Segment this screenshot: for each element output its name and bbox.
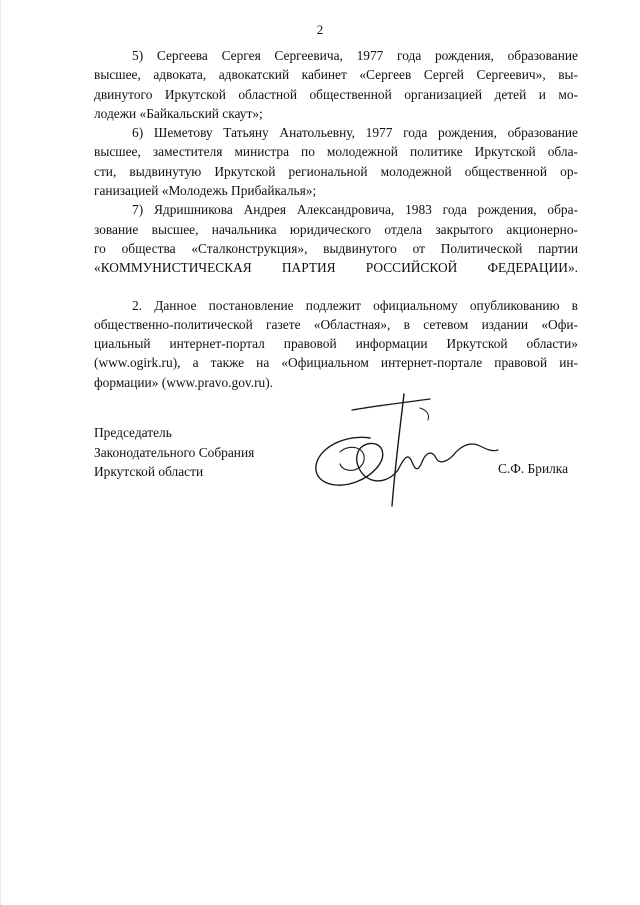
text-line: сти, выдвинутую Иркутской региональной молодежной общественной ор-	[94, 163, 578, 179]
text-line: двинутого Иркутской областной общественной организацией детей и мо-	[94, 86, 578, 102]
text-line: высшее, адвоката, адвокатский кабинет «Сергеев Сергей Сергеевич», вы-	[94, 67, 578, 83]
text-line: го общества «Сталконструкция», выдвинутого от Политической партии	[94, 240, 578, 256]
paragraph-item-7	[94, 200, 578, 277]
text-line: лодежи «Байкальский скаут»;	[94, 105, 263, 121]
signature-block	[94, 423, 584, 533]
signatory-title-line: Председатель	[94, 425, 172, 440]
paragraph-item-5	[94, 46, 578, 123]
text-line: общественно-политической газете «Областная», в сетевом издании «Офи-	[94, 316, 578, 332]
text-line: (www.ogirk.ru), а также на «Официальном интернет-портале правовой ин-	[94, 355, 578, 371]
scan-margin-marks	[0, 0, 4, 905]
text-line: ганизацией «Молодежь Прибайкалья»;	[94, 183, 317, 199]
text-line: зование высшее, начальника юридического отдела закрытого акционерно-	[94, 221, 578, 237]
paragraph-item-6	[94, 123, 578, 200]
text-line: циальный интернет-портал правовой информации Иркутской области»	[94, 336, 578, 352]
signatory-title-line: Иркутской области	[94, 464, 204, 479]
signatory-title	[94, 423, 254, 482]
text-line: «КОММУНИСТИЧЕСКАЯ ПАРТИЯ РОССИЙСКОЙ ФЕДЕРАЦИИ».	[94, 260, 578, 276]
text-line: 2. Данное постановление подлежит официальному опубликованию в	[132, 297, 578, 313]
text-line: 7) Ядришникова Андрея Александровича, 1983 года рождения, обра-	[132, 202, 578, 218]
text-line: 5) Сергеева Сергея Сергеевича, 1977 года рождения, образование	[132, 48, 578, 63]
paragraph-gap	[94, 278, 578, 296]
document-body	[94, 46, 578, 392]
signatory-name: С.Ф. Брилка	[498, 461, 569, 476]
page-number: 2	[316, 22, 324, 37]
paragraph-publication	[94, 296, 578, 392]
text-line: формации» (www.pravo.gov.ru).	[94, 374, 274, 390]
text-line: 6) Шеметову Татьяну Анатольевну, 1977 года рождения, образование	[132, 125, 578, 141]
text-line: высшее, заместителя министра по молодежной политике Иркутской обла-	[94, 144, 578, 160]
signatory-title-line: Законодательного Собрания	[94, 444, 255, 460]
